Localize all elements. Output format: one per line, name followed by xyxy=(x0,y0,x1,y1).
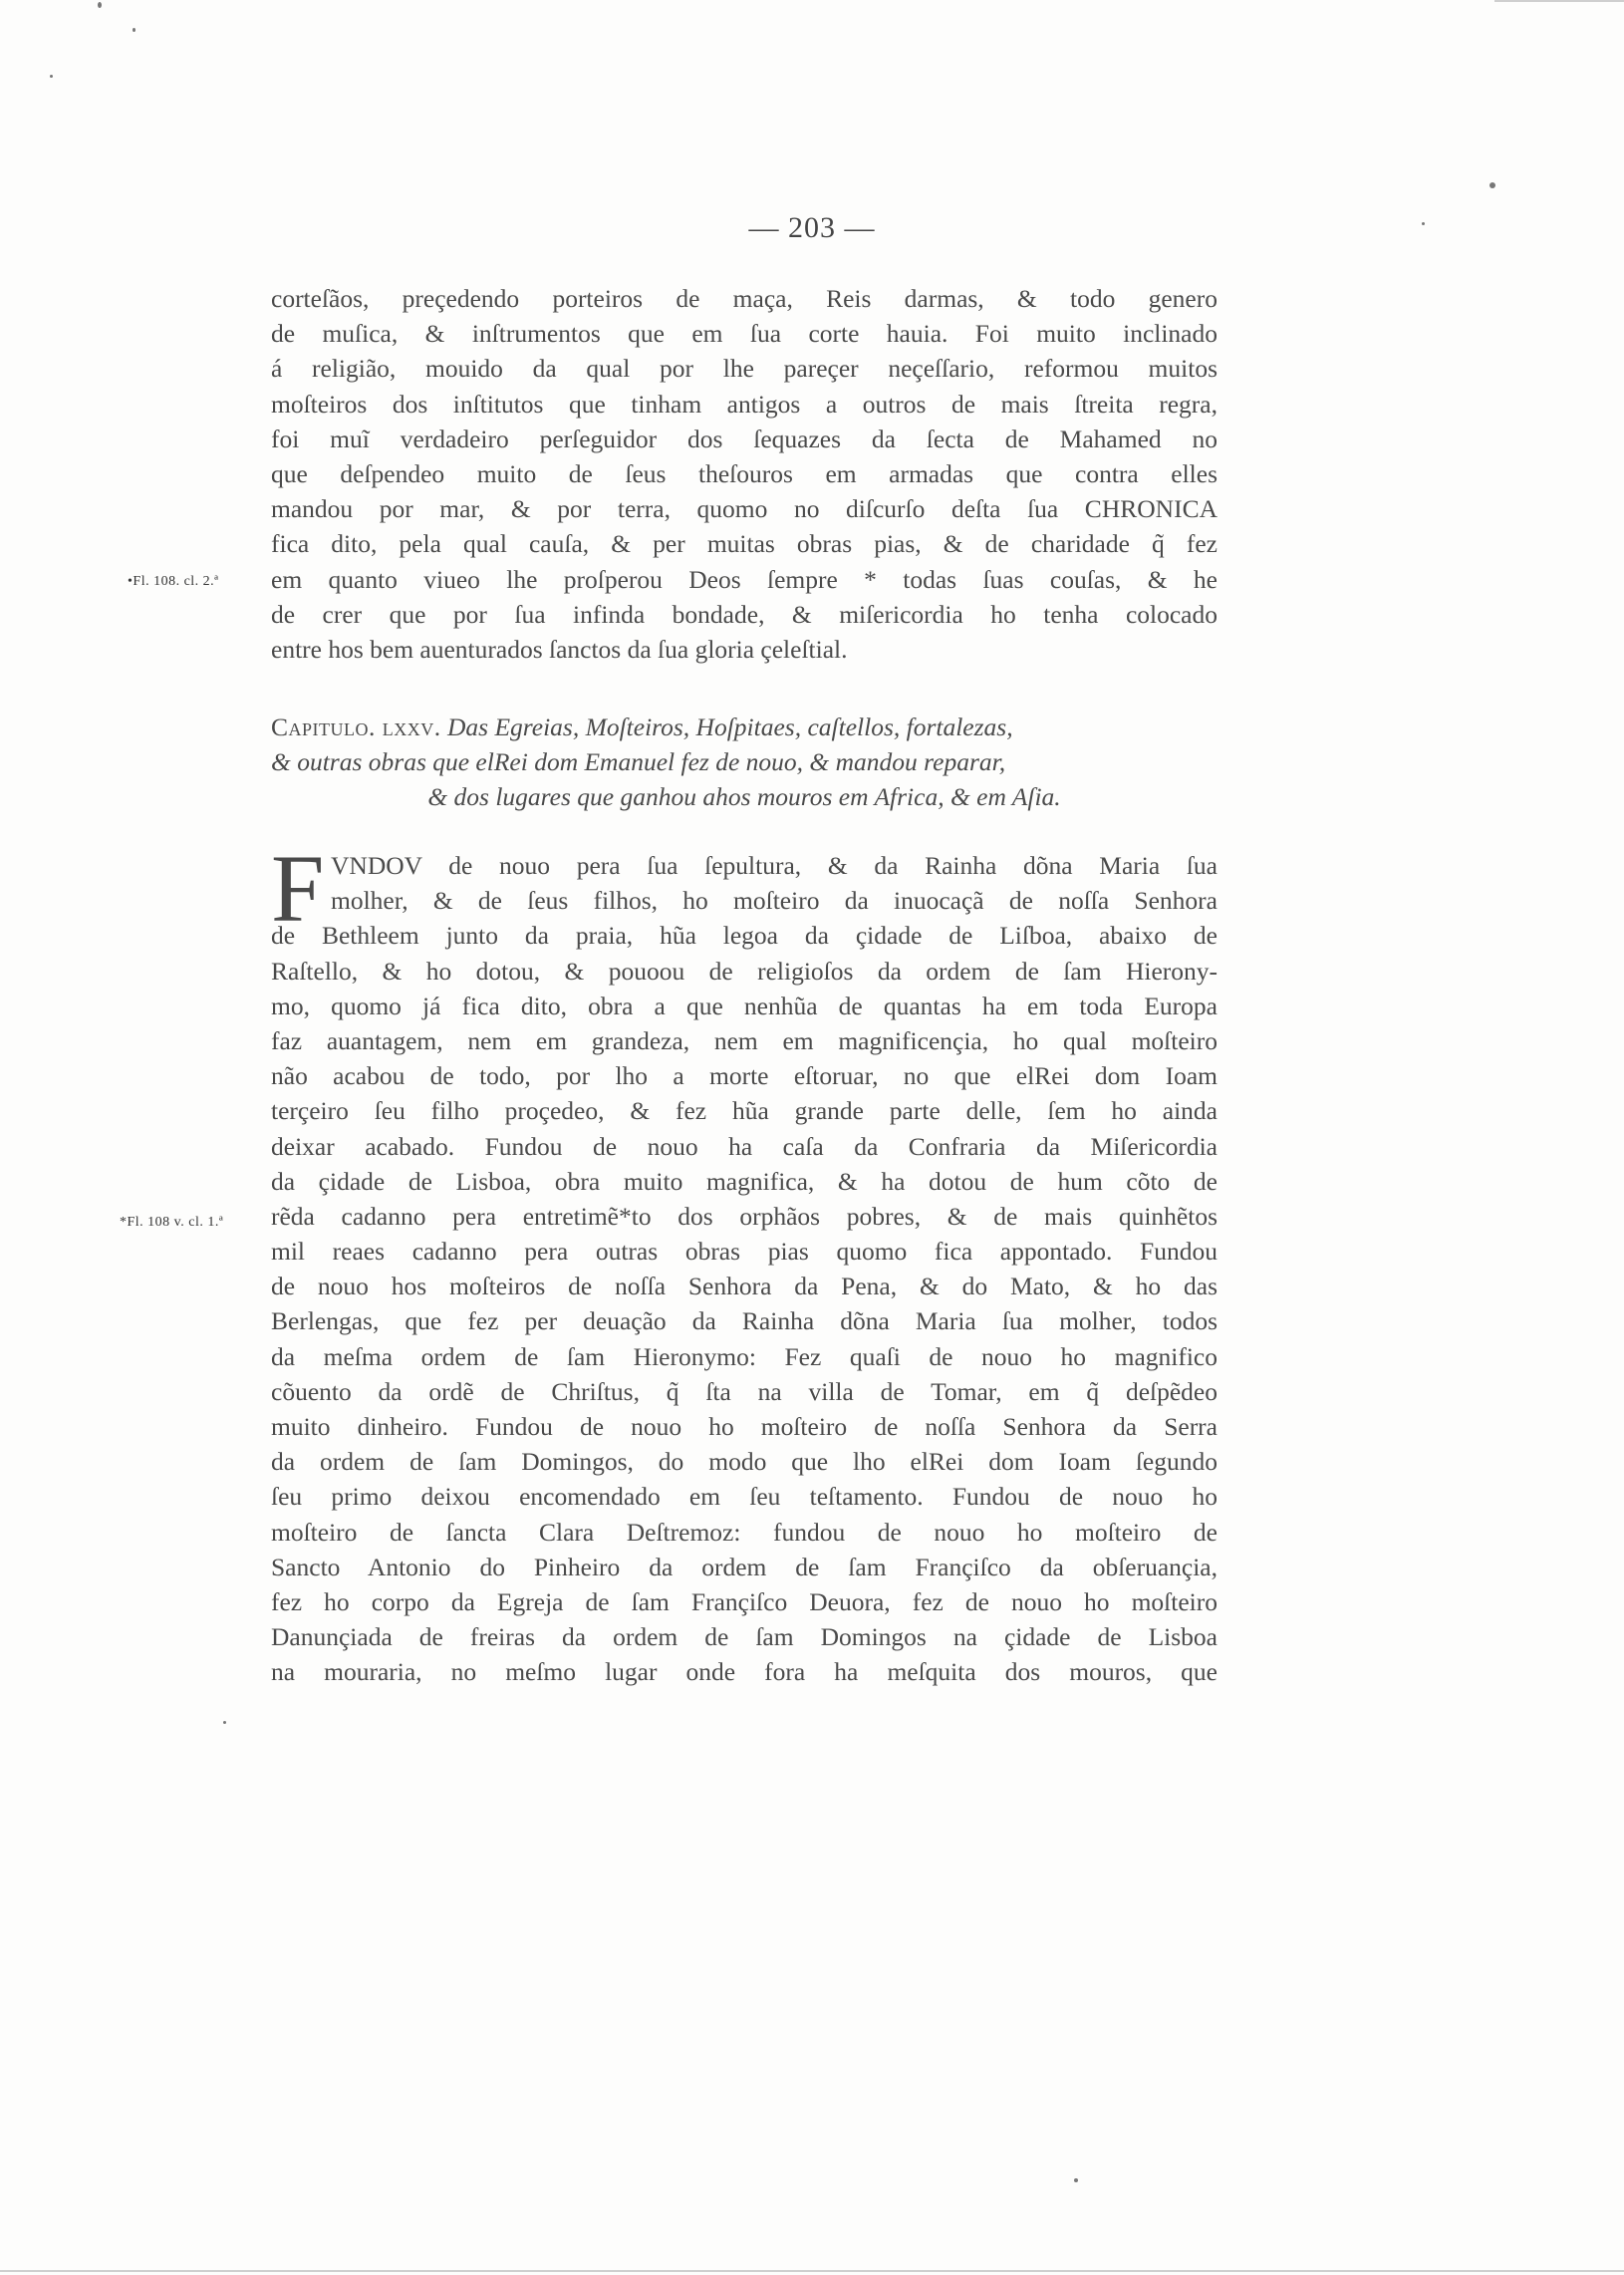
chapter-title-line-3: & dos lugares que ganhou ahos mouros em Africa, & em Aſia. xyxy=(427,782,1061,811)
text-line: ſeu primo deixou encomendado em ſeu teſtamento. Fundou de nouo ho xyxy=(271,1482,1218,1512)
paragraph-continuation xyxy=(271,281,1218,667)
text-line: muito dinheiro. Fundou de nouo ho moſteiro de noſſa Senhora da Serra xyxy=(271,1412,1218,1441)
text-line: que deſpendeo muito de ſeus theſouros em armadas que contra elles xyxy=(271,458,1218,488)
text-line: da ordem de ſam Domingos, do modo que lho elRei dom Ioam ſegundo xyxy=(271,1447,1218,1477)
text-line: em quanto viueo lhe proſperou Deos ſempre * todas ſuas couſas, & he xyxy=(271,564,1218,594)
text-line: moſteiro de ſancta Clara Deſtremoz: fundou de nouo ho moſteiro de xyxy=(271,1517,1218,1547)
text-line: deixar acabado. Fundou de nouo ha caſa da Confraria da Miſericordia xyxy=(271,1131,1218,1161)
chapter-title: Das Egreias, Moſteiros, Hoſpitaes, caſtellos, fortalezas, xyxy=(447,712,1013,741)
margin-note: *Fl. 108 v. cl. 1.ª xyxy=(120,1215,224,1230)
scan-speck xyxy=(133,28,135,32)
chapter-body xyxy=(271,848,1218,1690)
text-line: molher, & de ſeus filhos, ho moſteiro da inuocaçã de noſſa Senhora xyxy=(331,886,1218,916)
chapter-label: Capitulo. lxxv. xyxy=(271,712,441,741)
scan-speck xyxy=(50,75,53,78)
text-line: da meſma ordem de ſam Hieronymo: Fez quaſi de nouo ho magnifico xyxy=(271,1341,1218,1371)
text-line: não acabou de todo, por lho a morte eſtoruar, no que elRei dom Ioam xyxy=(271,1061,1218,1091)
scan-edge xyxy=(1494,0,1624,2)
scan-edge xyxy=(0,2270,1624,2272)
text-line: na mouraria, no meſmo lugar onde fora ha meſquita dos mouros, que xyxy=(271,1657,1218,1687)
scan-speck xyxy=(1489,182,1495,188)
text-line: corteſãos, preçedendo porteiros de maça, Reis darmas, & todo genero xyxy=(271,284,1218,313)
text-line: á religião, mouido da qual por lhe pareçer neçeſſario, reformou muitos xyxy=(271,354,1218,384)
chapter-title-line-2: & outras obras que elRei dom Emanuel fez de nouo, & mandou reparar, xyxy=(271,747,1006,776)
text-line: de Bethleem junto da praia, hũa legoa da çidade de Liſboa, abaixo de xyxy=(271,921,1218,951)
text-line: terçeiro ſeu filho proçedeo, & fez hũa grande parte delle, ſem ho ainda xyxy=(271,1096,1218,1126)
text-line: de muſica, & inſtrumentos que em ſua corte hauia. Foi muito inclinado xyxy=(271,319,1218,349)
text-line: entre hos bem auenturados ſanctos da ſua gloria çeleſtial. xyxy=(271,634,848,664)
text-line: de nouo hos moſteiros de noſſa Senhora da Pena, & do Mato, & ho das xyxy=(271,1272,1218,1301)
text-line: mil reaes cadanno pera outras obras pias quomo fica appontado. Fundou xyxy=(271,1237,1218,1267)
text-line: faz auantagem, nem em grandeza, nem em magnificençia, ho qual moſteiro xyxy=(271,1025,1218,1055)
text-line: fez ho corpo da Egreja de ſam Françiſco Deuora, fez de nouo ho moſteiro xyxy=(271,1586,1218,1616)
text-line: foi muĩ verdadeiro perſeguidor dos ſequazes da ſecta de Mahamed no xyxy=(271,424,1218,453)
text-line: Raſtello, & ho dotou, & pouoou de religioſos da ordem de ſam Hierony- xyxy=(271,956,1218,986)
text-line: Sancto Antonio do Pinheiro da ordem de ſam Françiſco da obſeruançia, xyxy=(271,1552,1218,1581)
text-line: fica dito, pela qual cauſa, & per muitas obras pias, & de charidade q̃ fez xyxy=(271,529,1218,559)
text-line: de crer que por ſua infinda bondade, & miſericordia ho tenha colocado xyxy=(271,599,1218,629)
text-line: rẽda cadanno pera entretimẽ*to dos orphãos pobres, & de mais quinhẽtos xyxy=(271,1201,1218,1231)
text-line: mandou por mar, & por terra, quomo no diſcurſo deſta ſua CHRONICA xyxy=(271,494,1218,524)
text-line: moſteiros dos inſtitutos que tinham antigos a outros de mais ſtreita regra, xyxy=(271,389,1218,419)
drop-cap: F xyxy=(271,835,325,942)
scan-speck xyxy=(1074,2178,1078,2182)
text-line: da çidade de Lisboa, obra muito magnifica, & ha dotou de hum cõto de xyxy=(271,1166,1218,1196)
chapter-title-line-1 xyxy=(271,710,1218,744)
text-line: Danunçiada de freiras da ordem de ſam Domingos na çidade de Lisboa xyxy=(271,1622,1218,1652)
chapter-heading xyxy=(271,710,1218,814)
text-line: mo, quomo já fica dito, obra a que nenhũa de quantas ha em toda Europa xyxy=(271,991,1218,1020)
text-line: VNDOV de nouo pera ſua ſepultura, & da Rainha dõna Maria ſua xyxy=(331,851,1218,880)
page-number: — 203 — xyxy=(748,211,876,244)
text-line: cõuento da ordẽ de Chriſtus, q̃ ſta na villa de Tomar, em q̃ deſpẽdeo xyxy=(271,1376,1218,1406)
scan-speck xyxy=(223,1721,226,1724)
scan-speck xyxy=(98,2,102,8)
text-line: Berlengas, que fez per deuação da Rainha dõna Maria ſua molher, todos xyxy=(271,1306,1218,1336)
margin-note: •Fl. 108. cl. 2.ª xyxy=(128,574,219,589)
